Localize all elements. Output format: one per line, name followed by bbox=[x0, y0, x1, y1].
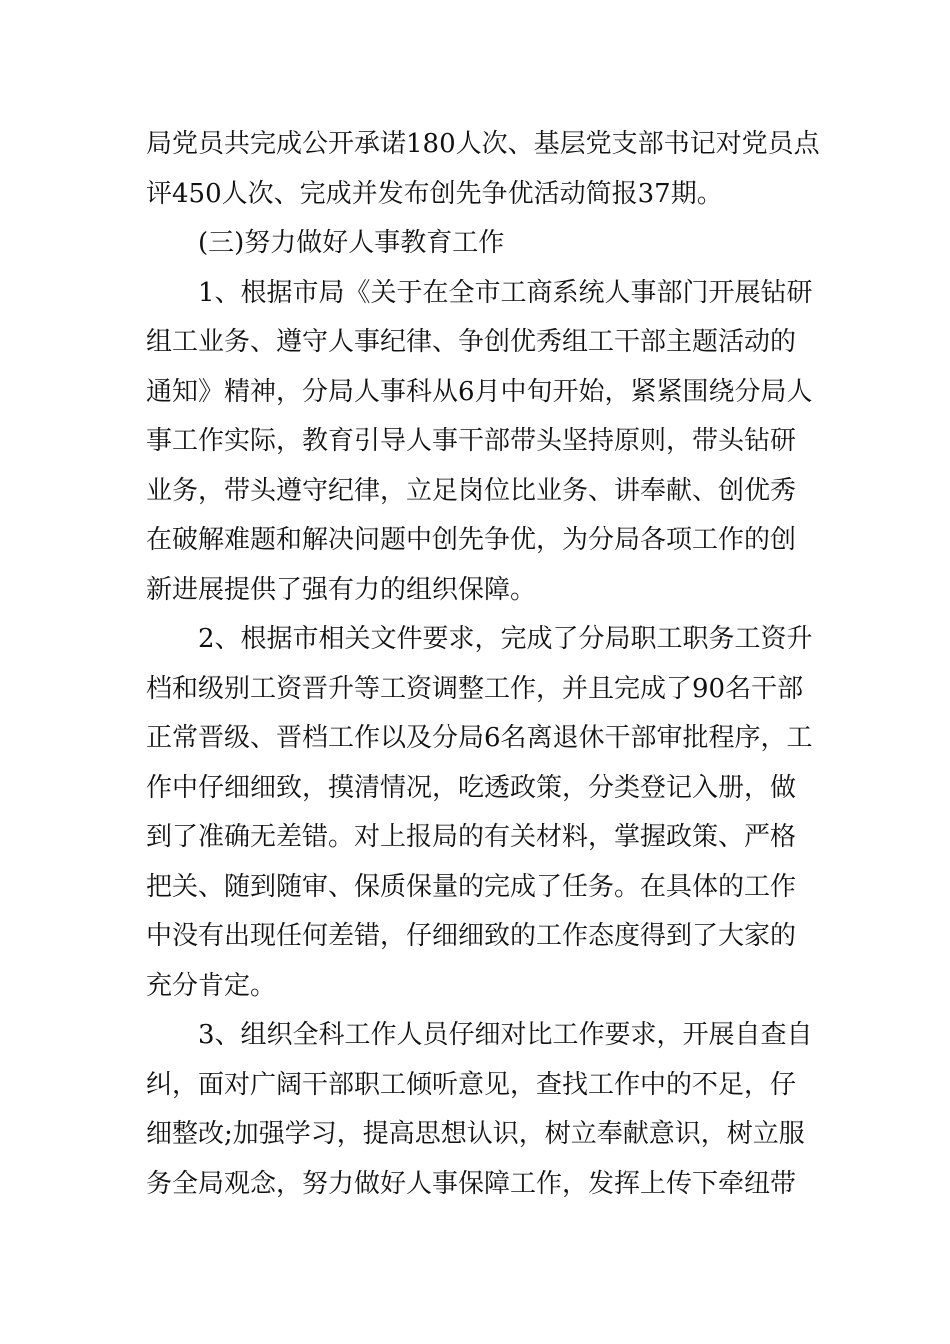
section-heading: (三)努力做好人事教育工作 bbox=[198, 228, 505, 258]
text-line: 通知》精神，分局人事科从6月中旬开始，紧紧围绕分局人 bbox=[146, 376, 813, 407]
text-line: 作中仔细细致，摸清情况，吃透政策，分类登记入册，做 bbox=[146, 772, 797, 803]
text-line: 业务，带头遵守纪律，立足岗位比业务、讲奉献、创优秀 bbox=[146, 475, 797, 506]
text-line: 中没有出现任何差错，仔细细致的工作态度得到了大家的 bbox=[146, 921, 797, 951]
text-line: 充分肯定。 bbox=[146, 970, 277, 1001]
paragraph-start-line: 3、组织全科工作人员仔细对比工作要求，开展自查自 bbox=[198, 1020, 813, 1050]
paragraph-start-line: 2、根据市相关文件要求，完成了分局职工职务工资升 bbox=[198, 624, 813, 654]
text-line: 正常晋级、晋档工作以及分局6名离退休干部审批程序，工 bbox=[146, 723, 813, 753]
document-body bbox=[146, 120, 822, 1209]
text-line: 新进展提供了强有力的组织保障。 bbox=[146, 574, 537, 605]
text-line: 把关、随到随审、保质保量的完成了任务。在具体的工作 bbox=[146, 871, 797, 902]
text-line: 事工作实际，教育引导人事干部带头坚持原则，带头钻研 bbox=[146, 426, 797, 456]
text-line: 在破解难题和解决问题中创先争优，为分局各项工作的创 bbox=[146, 525, 797, 555]
text-line: 细整改;加强学习，提高思想认识，树立奉献意识，树立服 bbox=[146, 1119, 805, 1149]
text-line: 评450人次、完成并发布创先争优活动简报37期。 bbox=[146, 178, 723, 209]
text-line: 务全局观念，努力做好人事保障工作，发挥上传下牵纽带 bbox=[146, 1168, 797, 1199]
text-line: 到了准确无差错。对上报局的有关材料，掌握政策、严格 bbox=[146, 822, 797, 852]
paragraph-start-line: 1、根据市局《关于在全市工商系统人事部门开展钻研 bbox=[198, 277, 813, 308]
text-line: 档和级别工资晋升等工资调整工作，并且完成了90名干部 bbox=[146, 673, 804, 704]
text-line: 局党员共完成公开承诺180人次、基层党支部书记对党员点 bbox=[146, 129, 820, 159]
text-line: 组工业务、遵守人事纪律、争创优秀组工干部主题活动的 bbox=[146, 327, 797, 357]
text-line: 纠，面对广阔干部职工倾听意见，查找工作中的不足，仔 bbox=[146, 1069, 797, 1100]
